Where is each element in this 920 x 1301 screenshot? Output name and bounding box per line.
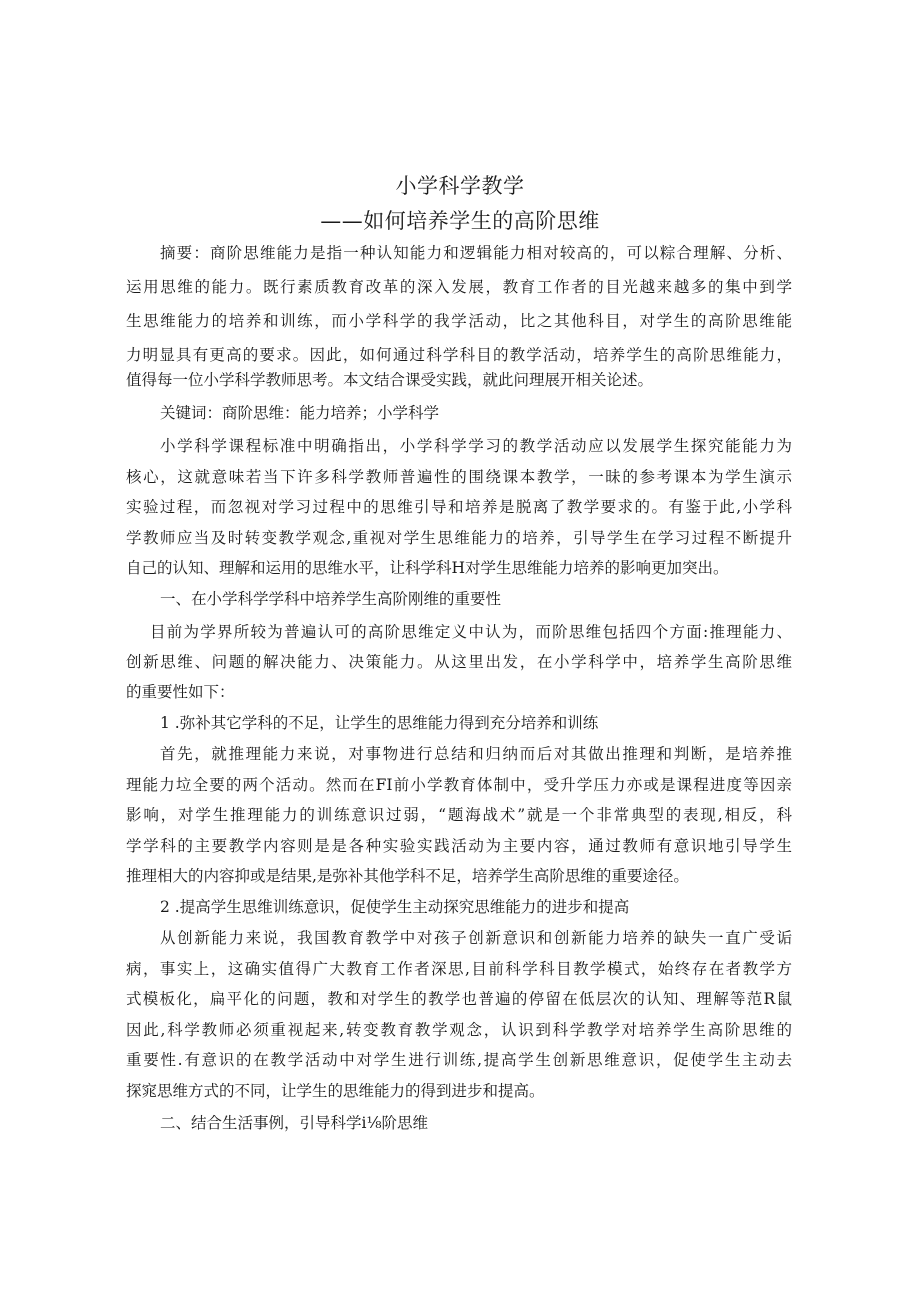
paragraph-line: 小学科学课程标准中明确指出，小学科学学习的教学活动应以发展学生探究能能力为 <box>160 437 792 455</box>
abstract-line: 值得每一位小学科学教师思考。本文结合课受实践，就此问理展开相关论述。 <box>126 371 654 389</box>
paragraph-line: 从创新能力来说，我国教育教学中对孩子创新意识和创新能力培养的缺失一直广受诟 <box>160 929 792 947</box>
paragraph-line: 实验过程，而忽视对学习过程中的思维引导和培养是脱离了教学要求的。有鉴于此,小学科 <box>126 498 792 516</box>
paragraph-line: 重要性.有意识的在教学活动中对学生进行训练,提高学生创新思维意识，促使学生主动去 <box>126 1051 792 1069</box>
paragraph-line: 自己的认知、理解和运用的思维水平，让科学科H对学生思维能力培养的影响更加突出。 <box>126 559 729 577</box>
paragraph-line: 式模板化，扁平化的问题，教和对学生的教学也普遍的停留在低层次的认知、理解等范R鼠 <box>126 990 792 1008</box>
subsection-heading-1: 1 .弥补其它学科的不足，让学生的思维能力得到充分培养和训练 <box>160 714 599 732</box>
paragraph-line: 因此,科学教师必须重视起来,转变教育教学观念，认识到科学教学对培养学生高阶思维的 <box>126 1021 792 1039</box>
abstract-line: 摘要：商阶思维能力是指一种认知能力和逻辑能力相对较高的，可以粽合理解、分析、 <box>160 244 792 262</box>
paragraph-line: 推理相大的内容抑或是结果,是弥补其他学科不足，培养学生高阶思维的重要途径。 <box>126 867 689 885</box>
paragraph-line: 首先，就推理能力来说，对事物进行总结和归纳而后对其做出推理和判断，是培养推 <box>160 745 792 763</box>
paragraph-line: 创新思维、问题的解决能力、决策能力。从这里出发，在小学科学中，培养学生高阶思维 <box>126 653 792 671</box>
paragraph-line: 目前为学界所较为普遍认可的高阶思维定义中认为，而阶思维包括四个方面:推理能力、 <box>150 623 792 641</box>
abstract-line: 力明显具有更高的要求。因此，如何通过科学科目的教学活动，培养学生的高阶思维能力， <box>126 346 792 364</box>
paragraph-line: 探窕思维方式的不同，让学生的思维能力的得到进步和提高。 <box>126 1082 545 1100</box>
keywords-line: 关键词：商阶思维：能力培养；小学科学 <box>160 404 440 422</box>
subsection-heading-2: 2 .提高学生思维训练意识，促使学生主动探究思维能力的进步和提高 <box>160 898 630 916</box>
abstract-line: 生思维能力的培养和训练，而小学科学的我学活动，比之其他科目，对学生的高阶思维能 <box>126 312 792 330</box>
paragraph-line: 病，事实上，这确实值得广大教育工作者深思,目前科学科目教学模式，始终存在者教学方 <box>126 960 792 978</box>
paragraph-line: 学教师应当及时转变教学观念,重视对学生思维能力的培养，引导学生在学习过程不断提升 <box>126 529 792 547</box>
document-title: 小学科学教学 <box>395 174 525 198</box>
section-heading-2: 二、结合生活事例，引导科学i⅛阶思维 <box>160 1114 428 1132</box>
paragraph-line: 影响，对学生推理能力的训练意识过弱，“题海战术”就是一个非常典型的表现,相反，科 <box>126 806 792 824</box>
abstract-line: 运用思维的能力。既行素质教育改革的深入发展，教育工作者的目光越来越多的集中到学 <box>126 278 792 296</box>
paragraph-line: 的重要性如下： <box>126 683 235 701</box>
section-heading-1: 一、在小学科学学科中培养学生高阶刚维的重要性 <box>160 590 502 608</box>
paragraph-line: 核心，这就意味若当下许多科学教师普遍性的围绕课本教学，一昧的参考课本为学生演示 <box>126 468 792 486</box>
document-subtitle: ——如何培养学生的高阶思维 <box>320 209 600 233</box>
paragraph-line: 理能力垃全要的两个活动。然而在FI前小学教育体制中，受升学压力亦或是课程进度等因亲 <box>126 776 792 794</box>
paragraph-line: 学学科的主要教学内容则是是各种实验实践活动为主要内容，通过教师有意识地引导学生 <box>126 837 792 855</box>
